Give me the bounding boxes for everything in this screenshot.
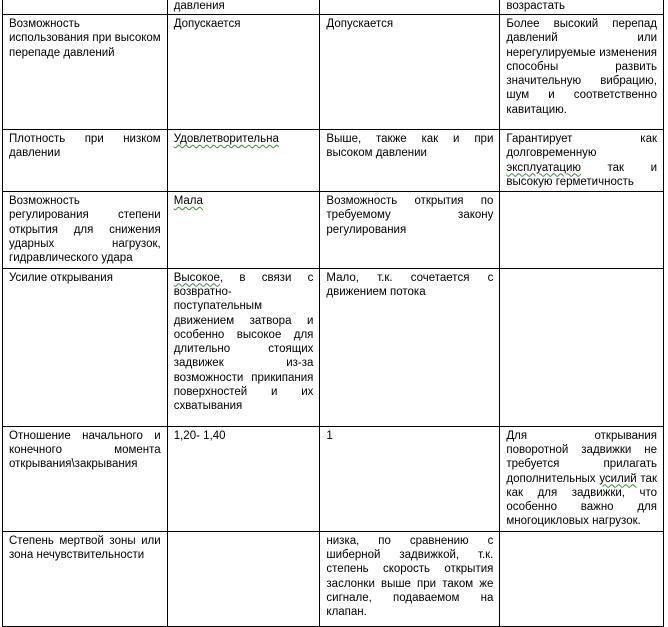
cell-text: эксплуатацию <box>506 161 582 174</box>
table-row <box>3 268 664 426</box>
table-cell: Более высокий перепад давлений или нерегулируемые изменения способны развить значительную вибрацию, шум и соответственно кавитацию. <box>500 15 664 130</box>
cell-text: , в связи с возвратно-поступательным движением затвора и особенно высокое для длительно стоящих задвижек из-за возможности прикипания поверхностей и их схватывания <box>173 271 314 413</box>
table-cell: Допускается <box>167 15 320 130</box>
table-row <box>3 531 664 626</box>
comparison-table <box>2 0 664 627</box>
table-cell: давления <box>167 0 320 15</box>
cell-text: Гарантирует как долговременную <box>506 133 657 160</box>
cell-text: Высокое <box>173 271 220 284</box>
table-cell: низка, по сравнению с шиберной задвижкой, т.к. степень скорость открытия заслонки выше при таком же сигнале, подаваемом на клапан. <box>320 531 500 626</box>
table-row <box>3 192 664 268</box>
table-cell <box>500 130 664 192</box>
table-cell: Возможность открытия по требуемому закону регулирования <box>320 192 500 268</box>
table-cell: 1,20- 1,40 <box>167 426 320 531</box>
table-cell <box>500 192 664 268</box>
table-cell <box>3 0 168 15</box>
table-row <box>3 426 664 531</box>
table-cell: Допускается <box>320 15 500 130</box>
cell-text: Для открывания поворотной задвижки не требуется прилагать дополнительных <box>506 429 657 485</box>
cell-text: так как для задвижки, что особенно важно для многоцикловых нагрузок. <box>506 472 657 528</box>
table-cell: Отношение начального и конечного момента открывания\закрывания <box>3 426 168 531</box>
cell-text: усилий <box>599 472 637 485</box>
table-cell: Мало, т.к. сочетается с движением потока <box>320 268 500 426</box>
table-cell <box>167 192 320 268</box>
table-cell: возрастать <box>500 0 664 15</box>
cell-text: Мала <box>173 195 203 208</box>
table-cell: Возможность регулирования степени открытия для снижения ударных нагрузок, гидравлического удара <box>3 192 168 268</box>
table-cell: Выше, также как и при высоком давлении <box>320 130 500 192</box>
table-row <box>3 130 664 192</box>
table-cell <box>167 268 320 426</box>
table-cell <box>167 531 320 626</box>
table-cell: Степень мертвой зоны или зона нечувствительности <box>3 531 168 626</box>
table-row <box>3 15 664 130</box>
table-row <box>3 0 664 15</box>
table-cell <box>500 268 664 426</box>
cell-text: Удовлетворительна <box>173 133 279 145</box>
table-cell <box>500 531 664 626</box>
table-cell: Плотность при низком давлении <box>3 130 168 192</box>
table-cell: 1 <box>320 426 500 531</box>
table-cell <box>167 130 320 192</box>
table-cell <box>500 426 664 531</box>
table-cell: Возможность использования при высоком перепаде давлений <box>3 15 168 130</box>
cell-text: так и высокую герметичность <box>506 161 657 188</box>
table-cell <box>320 0 500 15</box>
table-cell: Усилие открывания <box>3 268 168 426</box>
